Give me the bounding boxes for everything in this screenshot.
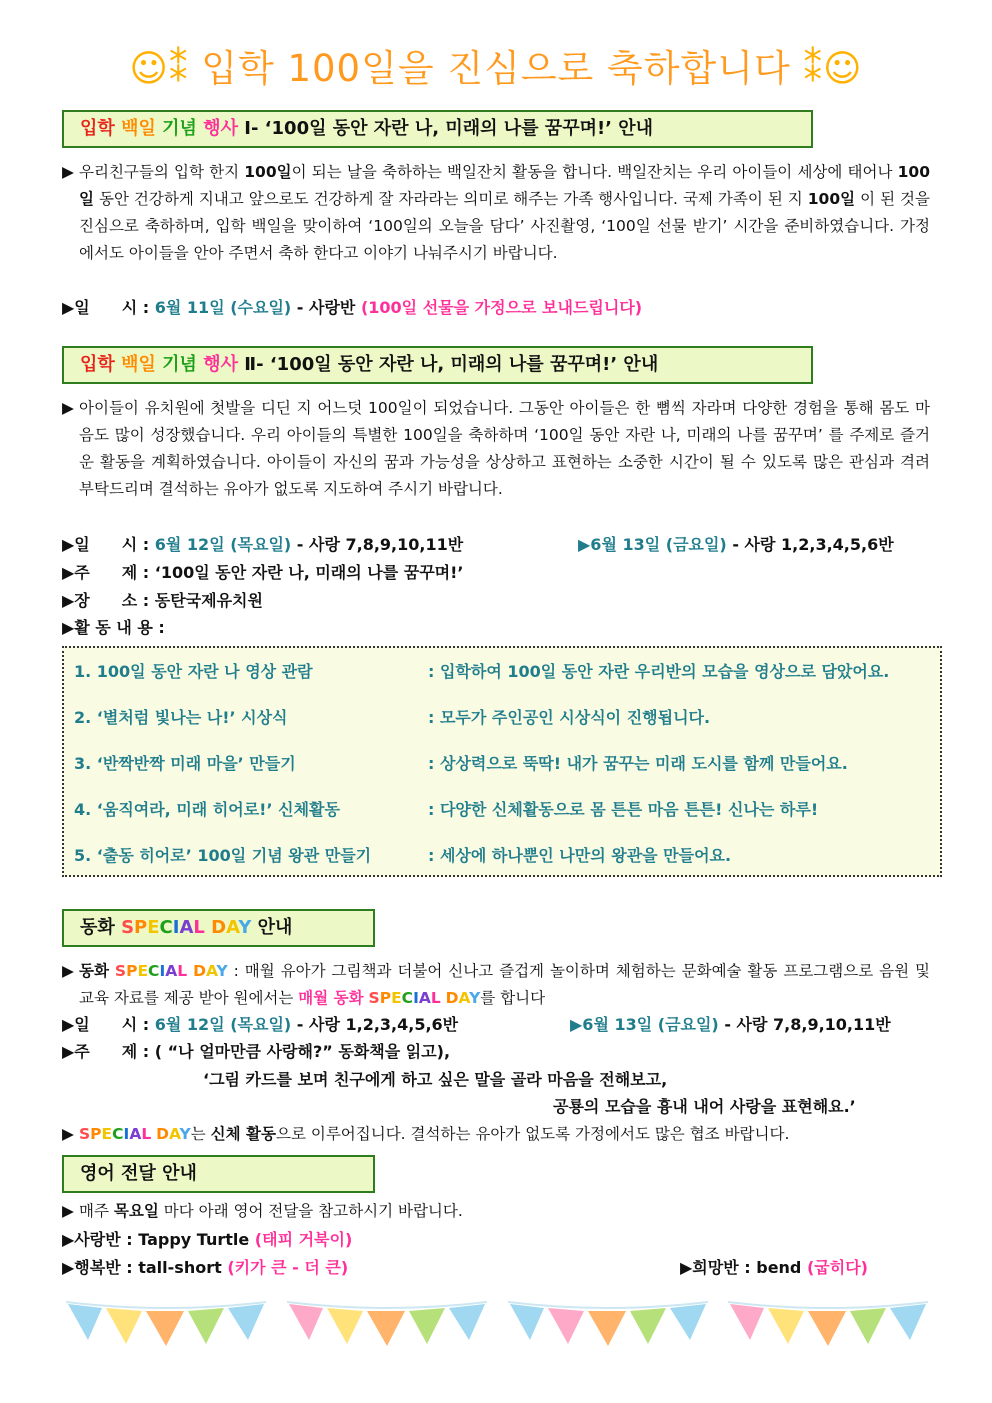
bunting-flags-icon [508,1298,708,1348]
activity-desc: : 입학하여 100일 동안 자란 우리반의 모습을 영상으로 담았어요. [428,662,890,681]
section2-schedule [62,533,930,557]
schedule-class: - 사랑반 [296,298,356,317]
schedule-class-1: - 사랑 1,2,3,4,5,6반 [296,1015,459,1034]
schedule-date-1: 6월 12일 (목요일) [154,535,292,554]
day-rainbow-text: DAY [156,1125,191,1143]
activity-desc: : 다양한 신체활동으로 몸 튼튼 마음 튼튼! 신나는 하루! [428,800,819,819]
bunting-flags-icon [66,1298,266,1348]
bunting-flags-icon [287,1298,487,1348]
header-word-2: 안내 [257,917,293,938]
section4-intro [62,1198,930,1225]
section3-schedule [62,1013,930,1037]
english-word: bend [756,1258,802,1277]
english-meaning: (태피 거북이) [254,1230,353,1249]
section1-header [62,110,813,148]
para-text: : 매월 유아가 그림책과 더불어 신나고 즐겁게 놀이하며 체험하는 문화예술 활동 프로그램으로 음원 및 교육 자료를 제공 받아 원에서는 [79,962,930,1007]
theme-value: ‘100일 동안 자란 나, 미래의 나를 꿈꾸며!’ [154,563,464,582]
section3-header [62,909,375,947]
activity-item [74,797,818,820]
activity-item [74,751,848,774]
section3-note [62,1121,930,1148]
activity-item [74,843,731,866]
header-word-3: 기념 [162,354,197,375]
para-bold: 목요일 [113,1202,159,1220]
activity-label: 3. ‘반짝반짝 미래 마을’ 만들기 [74,754,296,773]
header-word-3: 기념 [162,118,197,139]
header-word-4: 행사 [203,118,238,139]
page-title-text: 입학 100일을 진심으로 축하합니다 [201,47,791,90]
section2-theme [62,561,464,585]
para-bold: 신체 활동 [210,1125,276,1143]
place-label: ▶장 소 : [62,591,150,610]
bunting-flags-icon [728,1298,928,1348]
theme-label: ▶주 제 : [62,1042,150,1061]
para-text: 으로 이루어집니다. 결석하는 유아가 없도록 가정에서도 많은 협조 바랍니다. [275,1125,790,1143]
theme-label: ▶주 제 : [62,563,150,582]
activity-item [74,705,710,728]
schedule-date-1: 6월 12일 (목요일) [154,1015,292,1034]
activity-desc: : 상상력으로 뚝딱! 내가 꿈꾸는 미래 도시를 함께 만들어요. [428,754,848,773]
schedule-label: ▶일 시 : [62,535,150,554]
english-item [680,1256,868,1280]
section2-header [62,346,813,384]
schedule-note: (100일 선물을 가정으로 보내드립니다) [360,298,643,317]
bullet-arrow-icon: ▶ [62,962,74,980]
activity-item [74,659,889,682]
para-text: 아이들이 유치원에 첫발을 디딘 지 어느덧 100일이 되었습니다. 그동안 아이들은 한 뼘씩 자라며 다양한 경험을 통해 몸도 마음도 많이 성장했습니다. 우리 아이들의 특별한 100일을 축하하며 ‘100일 동안 자란 나, 미래의 나를 꿈꾸며’ 를 주제로 즐거운 활동을 계획하였습니다. 아이들이 자신의 꿈과 가능성을 상상하고 표현하는 소중한 시간이 될 수 있도록 많은 관심과 격려 부탁드리며 결석하는 유아가 없도록 지도하여 주시기 바랍니다. [79,399,930,498]
section3-paragraph [62,958,930,1012]
schedule-class-2: - 사랑 7,8,9,10,11반 [724,1015,891,1034]
header-word-1: 입학 [80,118,115,139]
day-rainbow-text: DAY [445,989,481,1007]
activity-label: 5. ‘출동 히어로’ 100일 기념 왕관 만들기 [74,846,372,865]
english-class-label: ▶행복반 : [62,1258,133,1277]
section3-theme-line-2: ‘그림 카드를 보며 친구에게 하고 싶은 말을 골라 마음을 전해보고, [203,1070,668,1089]
header-word-2: 백일 [121,354,156,375]
para-bold: 100일 [79,163,930,208]
para-text: 마다 아래 영어 전달을 참고하시기 바랍니다. [158,1202,463,1220]
activity-label: 1. 100일 동안 자란 나 영상 관람 [74,662,313,681]
schedule-date-2: ▶6월 13일 (금요일) [578,535,727,554]
english-item [62,1256,348,1280]
english-word: Tappy Turtle [138,1230,250,1249]
schedule-label: ▶일 시 : [62,298,150,317]
bullet-arrow-icon: ▶ [62,1202,74,1220]
bullet-arrow-icon: ▶ [62,1125,74,1143]
special-rainbow-text: SPECIAL [121,917,205,938]
para-pink: 매월 동화 [298,989,364,1007]
section3-theme [62,1040,450,1064]
english-class-label: ▶사랑반 : [62,1230,133,1249]
schedule-label: ▶일 시 : [62,1015,150,1034]
para-text: 우리친구들의 입학 한지 [79,163,245,181]
para-bold: 100일 [807,190,856,208]
english-class-label: ▶희망반 : [680,1258,751,1277]
section3-theme-line-3: 공룡의 모습을 흉내 내어 사랑을 표현해요.’ [553,1097,856,1116]
para-bold: 100일 [244,163,292,181]
schedule-date: 6월 11일 (수요일) [154,298,292,317]
activity-label: 4. ‘움직여라, 미래 히어로!’ 신체활동 [74,800,340,819]
smile-star-icon-right: ⁑☺ [803,47,863,90]
para-text: 이 되는 날을 축하하는 백일잔치 활동을 합니다. 백일잔치는 우리 아이들이 세상에 태어나 [291,163,898,181]
bullet-arrow-icon: ▶ [62,163,74,181]
smile-star-icon-left: ☺⁑ [129,47,189,90]
day-rainbow-text: DAY [211,917,252,938]
header-rest: Ⅱ- ‘100일 동안 자란 나, 미래의 나를 꿈꾸며!’ 안내 [244,354,659,375]
english-word: tall-short [138,1258,222,1277]
header-word-1: 입학 [80,354,115,375]
para-bold: 동화 [79,962,109,980]
section2-place [62,589,263,613]
section4-header: 영어 전달 안내 [62,1155,375,1193]
activity-desc: : 모두가 주인공인 시상식이 진행됩니다. [428,708,711,727]
para-text: 동안 건강하게 지내고 앞으로도 건강하게 잘 자라라는 의미로 해주는 가족 행사입니다. 국제 가족이 된 지 [93,190,808,208]
english-meaning: (굽히다) [806,1258,868,1277]
section2-paragraph [62,395,930,503]
schedule-date-2: ▶6월 13일 (금요일) [570,1015,719,1034]
bullet-arrow-icon: ▶ [62,399,74,417]
header-word-4: 행사 [203,354,238,375]
para-text: 는 [190,1125,211,1143]
section1-paragraph [62,159,930,267]
para-text: 를 합니다 [480,989,546,1007]
header-rest: Ⅰ- ‘100일 동안 자란 나, 미래의 나를 꿈꾸며!’ 안내 [244,118,654,139]
page-title [0,38,992,92]
english-meaning: (키가 큰 - 더 큰) [227,1258,349,1277]
special-rainbow-text: SPECIAL [79,1125,152,1143]
theme-line-1: ( “나 얼마만큼 사랑해?” 동화책을 읽고), [154,1042,451,1061]
special-rainbow-text: SPECIAL [114,962,188,980]
section2-activities-label: ▶활 동 내 용 : [62,618,165,637]
header-word-2: 백일 [121,118,156,139]
place-value: 동탄국제유치원 [154,591,263,610]
schedule-class-1: - 사랑 7,8,9,10,11반 [296,535,464,554]
activity-box [62,646,942,877]
day-rainbow-text: DAY [193,962,228,980]
para-text: 이 된 것을 진심으로 축하하며, 입학 백일을 맞이하여 ‘100일의 오늘을 담다’ 사진촬영, ‘100일 선물 받기’ 시간을 준비하였습니다. 가정에서도 아이들을 안아 주면서 축하 한다고 이야기 나눠주시기 바랍니다. [79,190,930,262]
schedule-class-2: - 사랑 1,2,3,4,5,6반 [732,535,894,554]
activity-desc: : 세상에 하나뿐인 나만의 왕관을 만들어요. [428,846,732,865]
header-word-1: 동화 [80,917,115,938]
english-item [62,1228,352,1252]
section1-schedule [62,296,642,320]
para-text: 매주 [79,1202,114,1220]
activity-label: 2. ‘별처럼 빛나는 나!’ 시상식 [74,708,288,727]
special-rainbow-text: SPECIAL [368,989,441,1007]
